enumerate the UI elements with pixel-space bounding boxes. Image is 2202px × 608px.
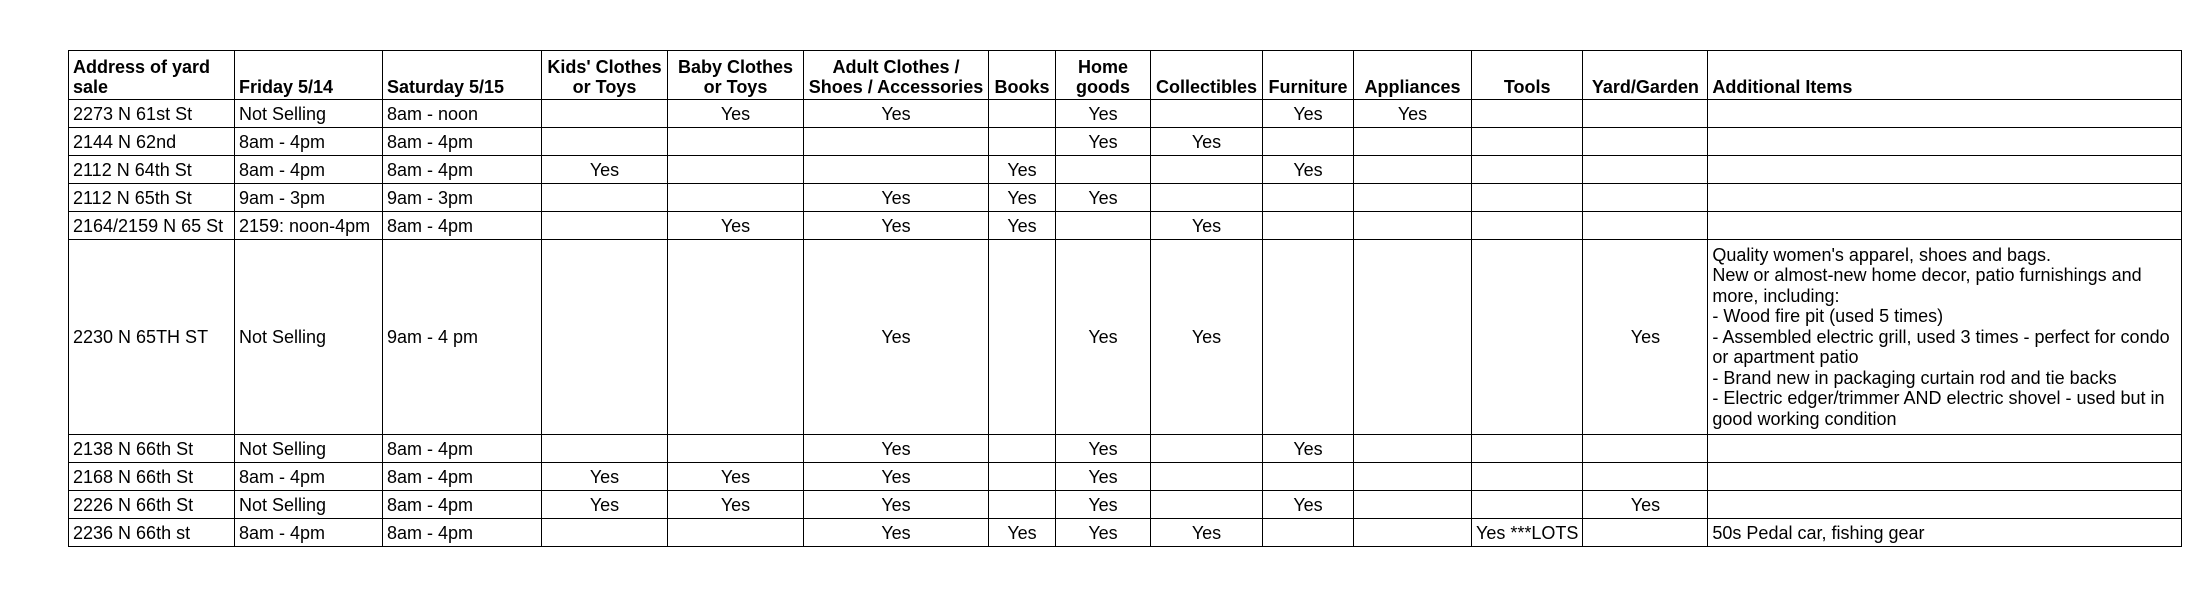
header-yard-garden: Yard/Garden — [1583, 51, 1708, 100]
cell-yard-garden — [1583, 463, 1708, 491]
cell-furniture — [1263, 128, 1354, 156]
cell-tools — [1472, 128, 1583, 156]
cell-books: Yes — [989, 519, 1056, 547]
table-row — [69, 100, 2182, 128]
header-saturday: Saturday 5/15 — [383, 51, 542, 100]
cell-baby-clothes: Yes — [668, 491, 804, 519]
cell-collectibles: Yes — [1151, 240, 1263, 435]
cell-appliances — [1354, 212, 1472, 240]
cell-collectibles: Yes — [1151, 519, 1263, 547]
cell-home-goods: Yes — [1056, 184, 1151, 212]
cell-books — [989, 463, 1056, 491]
cell-friday: 8am - 4pm — [235, 519, 383, 547]
cell-address: 2273 N 61st St — [69, 100, 235, 128]
header-books: Books — [989, 51, 1056, 100]
cell-saturday: 9am - 4 pm — [383, 240, 542, 435]
cell-tools — [1472, 212, 1583, 240]
cell-yard-garden — [1583, 435, 1708, 463]
cell-home-goods: Yes — [1056, 100, 1151, 128]
note-line: - Assembled electric grill, used 3 times - perfect for condo or apartment patio — [1712, 326, 2170, 368]
cell-furniture — [1263, 212, 1354, 240]
cell-tools: Yes ***LOTS — [1472, 519, 1583, 547]
cell-home-goods: Yes — [1056, 463, 1151, 491]
cell-address: 2164/2159 N 65 St — [69, 212, 235, 240]
cell-additional-items — [1708, 435, 2182, 463]
cell-adult-clothes: Yes — [804, 240, 989, 435]
cell-address: 2236 N 66th st — [69, 519, 235, 547]
table-row — [69, 128, 2182, 156]
cell-tools — [1472, 240, 1583, 435]
cell-kids-clothes — [542, 100, 668, 128]
cell-kids-clothes — [542, 519, 668, 547]
header-kids-clothes: Kids' Clothes or Toys — [542, 51, 668, 100]
cell-friday: 8am - 4pm — [235, 463, 383, 491]
cell-baby-clothes: Yes — [668, 463, 804, 491]
header-friday: Friday 5/14 — [235, 51, 383, 100]
yard-sale-table — [68, 50, 2182, 547]
cell-adult-clothes: Yes — [804, 100, 989, 128]
cell-adult-clothes: Yes — [804, 463, 989, 491]
cell-home-goods: Yes — [1056, 128, 1151, 156]
cell-kids-clothes — [542, 184, 668, 212]
cell-tools — [1472, 156, 1583, 184]
cell-appliances — [1354, 128, 1472, 156]
cell-collectibles: Yes — [1151, 128, 1263, 156]
cell-baby-clothes — [668, 156, 804, 184]
cell-friday: 2159: noon-4pm — [235, 212, 383, 240]
header-tools: Tools — [1472, 51, 1583, 100]
cell-baby-clothes: Yes — [668, 100, 804, 128]
cell-collectibles — [1151, 100, 1263, 128]
cell-appliances — [1354, 435, 1472, 463]
cell-friday: 8am - 4pm — [235, 156, 383, 184]
cell-additional-items: 50s Pedal car, fishing gear — [1708, 519, 2182, 547]
cell-adult-clothes — [804, 128, 989, 156]
table-row — [69, 491, 2182, 519]
cell-saturday: 8am - 4pm — [383, 519, 542, 547]
cell-saturday: 8am - 4pm — [383, 212, 542, 240]
cell-baby-clothes: Yes — [668, 212, 804, 240]
cell-kids-clothes — [542, 435, 668, 463]
cell-adult-clothes: Yes — [804, 435, 989, 463]
cell-appliances: Yes — [1354, 100, 1472, 128]
cell-friday: Not Selling — [235, 435, 383, 463]
cell-address: 2112 N 64th St — [69, 156, 235, 184]
cell-appliances — [1354, 156, 1472, 184]
cell-address: 2112 N 65th St — [69, 184, 235, 212]
cell-address: 2138 N 66th St — [69, 435, 235, 463]
table-row — [69, 156, 2182, 184]
cell-yard-garden — [1583, 519, 1708, 547]
header-collectibles: Collectibles — [1151, 51, 1263, 100]
cell-furniture — [1263, 184, 1354, 212]
cell-appliances — [1354, 463, 1472, 491]
header-appliances: Appliances — [1354, 51, 1472, 100]
cell-appliances — [1354, 240, 1472, 435]
cell-baby-clothes — [668, 435, 804, 463]
cell-home-goods: Yes — [1056, 519, 1151, 547]
cell-books — [989, 435, 1056, 463]
table-body — [69, 100, 2182, 547]
note-line: - Wood fire pit (used 5 times) — [1712, 306, 1944, 327]
cell-books — [989, 240, 1056, 435]
cell-additional-items — [1708, 212, 2182, 240]
cell-home-goods: Yes — [1056, 435, 1151, 463]
cell-home-goods — [1056, 156, 1151, 184]
cell-kids-clothes: Yes — [542, 463, 668, 491]
table-row — [69, 463, 2182, 491]
cell-yard-garden: Yes — [1583, 240, 1708, 435]
cell-furniture — [1263, 463, 1354, 491]
cell-collectibles — [1151, 156, 1263, 184]
cell-appliances — [1354, 491, 1472, 519]
cell-yard-garden: Yes — [1583, 491, 1708, 519]
note-line: New or almost-new home decor, patio furnishings and more, including: — [1712, 265, 2142, 306]
cell-friday: 9am - 3pm — [235, 184, 383, 212]
cell-additional-items — [1708, 100, 2182, 128]
header-adult-clothes: Adult Clothes / Shoes / Accessories — [804, 51, 989, 100]
cell-adult-clothes: Yes — [804, 184, 989, 212]
cell-saturday: 8am - 4pm — [383, 128, 542, 156]
header-furniture: Furniture — [1263, 51, 1354, 100]
cell-books: Yes — [989, 212, 1056, 240]
cell-books: Yes — [989, 184, 1056, 212]
cell-saturday: 9am - 3pm — [383, 184, 542, 212]
cell-adult-clothes: Yes — [804, 491, 989, 519]
cell-tools — [1472, 184, 1583, 212]
cell-books — [989, 128, 1056, 156]
cell-yard-garden — [1583, 100, 1708, 128]
cell-baby-clothes — [668, 128, 804, 156]
cell-collectibles: Yes — [1151, 212, 1263, 240]
header-address: Address of yard sale — [69, 51, 235, 100]
cell-furniture: Yes — [1263, 156, 1354, 184]
cell-saturday: 8am - 4pm — [383, 156, 542, 184]
cell-friday: Not Selling — [235, 100, 383, 128]
cell-additional-items — [1708, 128, 2182, 156]
cell-books — [989, 100, 1056, 128]
table-row — [69, 212, 2182, 240]
cell-kids-clothes: Yes — [542, 156, 668, 184]
cell-friday: Not Selling — [235, 491, 383, 519]
cell-kids-clothes — [542, 212, 668, 240]
cell-collectibles — [1151, 463, 1263, 491]
cell-additional-items — [1708, 463, 2182, 491]
cell-collectibles — [1151, 184, 1263, 212]
header-row — [69, 51, 2182, 100]
cell-address: 2230 N 65TH ST — [69, 240, 235, 435]
table-row — [69, 519, 2182, 547]
table-row — [69, 435, 2182, 463]
note-line: - Brand new in packaging curtain rod and tie backs — [1712, 367, 2117, 388]
cell-saturday: 8am - 4pm — [383, 463, 542, 491]
cell-books — [989, 491, 1056, 519]
cell-friday: 8am - 4pm — [235, 128, 383, 156]
cell-additional-items — [1708, 240, 2182, 435]
cell-furniture — [1263, 240, 1354, 435]
cell-address: 2226 N 66th St — [69, 491, 235, 519]
cell-tools — [1472, 435, 1583, 463]
header-baby-clothes: Baby Clothes or Toys — [668, 51, 804, 100]
cell-saturday: 8am - 4pm — [383, 491, 542, 519]
note-line: - Electric edger/trimmer AND electric shovel - used but in good working condition — [1712, 388, 2165, 429]
cell-additional-items — [1708, 184, 2182, 212]
cell-home-goods: Yes — [1056, 240, 1151, 435]
cell-kids-clothes: Yes — [542, 491, 668, 519]
cell-yard-garden — [1583, 156, 1708, 184]
cell-yard-garden — [1583, 184, 1708, 212]
cell-kids-clothes — [542, 128, 668, 156]
cell-adult-clothes: Yes — [804, 519, 989, 547]
cell-baby-clothes — [668, 184, 804, 212]
cell-friday: Not Selling — [235, 240, 383, 435]
cell-furniture — [1263, 519, 1354, 547]
cell-furniture: Yes — [1263, 100, 1354, 128]
cell-collectibles — [1151, 435, 1263, 463]
table-row — [69, 184, 2182, 212]
cell-tools — [1472, 100, 1583, 128]
cell-baby-clothes — [668, 519, 804, 547]
cell-saturday: 8am - noon — [383, 100, 542, 128]
cell-additional-items — [1708, 156, 2182, 184]
cell-adult-clothes — [804, 156, 989, 184]
cell-yard-garden — [1583, 212, 1708, 240]
cell-home-goods — [1056, 212, 1151, 240]
header-additional-items: Additional Items — [1708, 51, 2182, 100]
cell-additional-items — [1708, 491, 2182, 519]
cell-adult-clothes: Yes — [804, 212, 989, 240]
cell-baby-clothes — [668, 240, 804, 435]
cell-furniture: Yes — [1263, 491, 1354, 519]
cell-kids-clothes — [542, 240, 668, 435]
cell-books: Yes — [989, 156, 1056, 184]
header-home-goods: Home goods — [1056, 51, 1151, 100]
cell-tools — [1472, 463, 1583, 491]
cell-collectibles — [1151, 491, 1263, 519]
cell-saturday: 8am - 4pm — [383, 435, 542, 463]
note-line: Quality women's apparel, shoes and bags. — [1712, 244, 2052, 265]
table-row — [69, 240, 2182, 435]
cell-address: 2144 N 62nd — [69, 128, 235, 156]
cell-address: 2168 N 66th St — [69, 463, 235, 491]
cell-yard-garden — [1583, 128, 1708, 156]
cell-appliances — [1354, 184, 1472, 212]
cell-tools — [1472, 491, 1583, 519]
cell-appliances — [1354, 519, 1472, 547]
cell-home-goods: Yes — [1056, 491, 1151, 519]
cell-furniture: Yes — [1263, 435, 1354, 463]
